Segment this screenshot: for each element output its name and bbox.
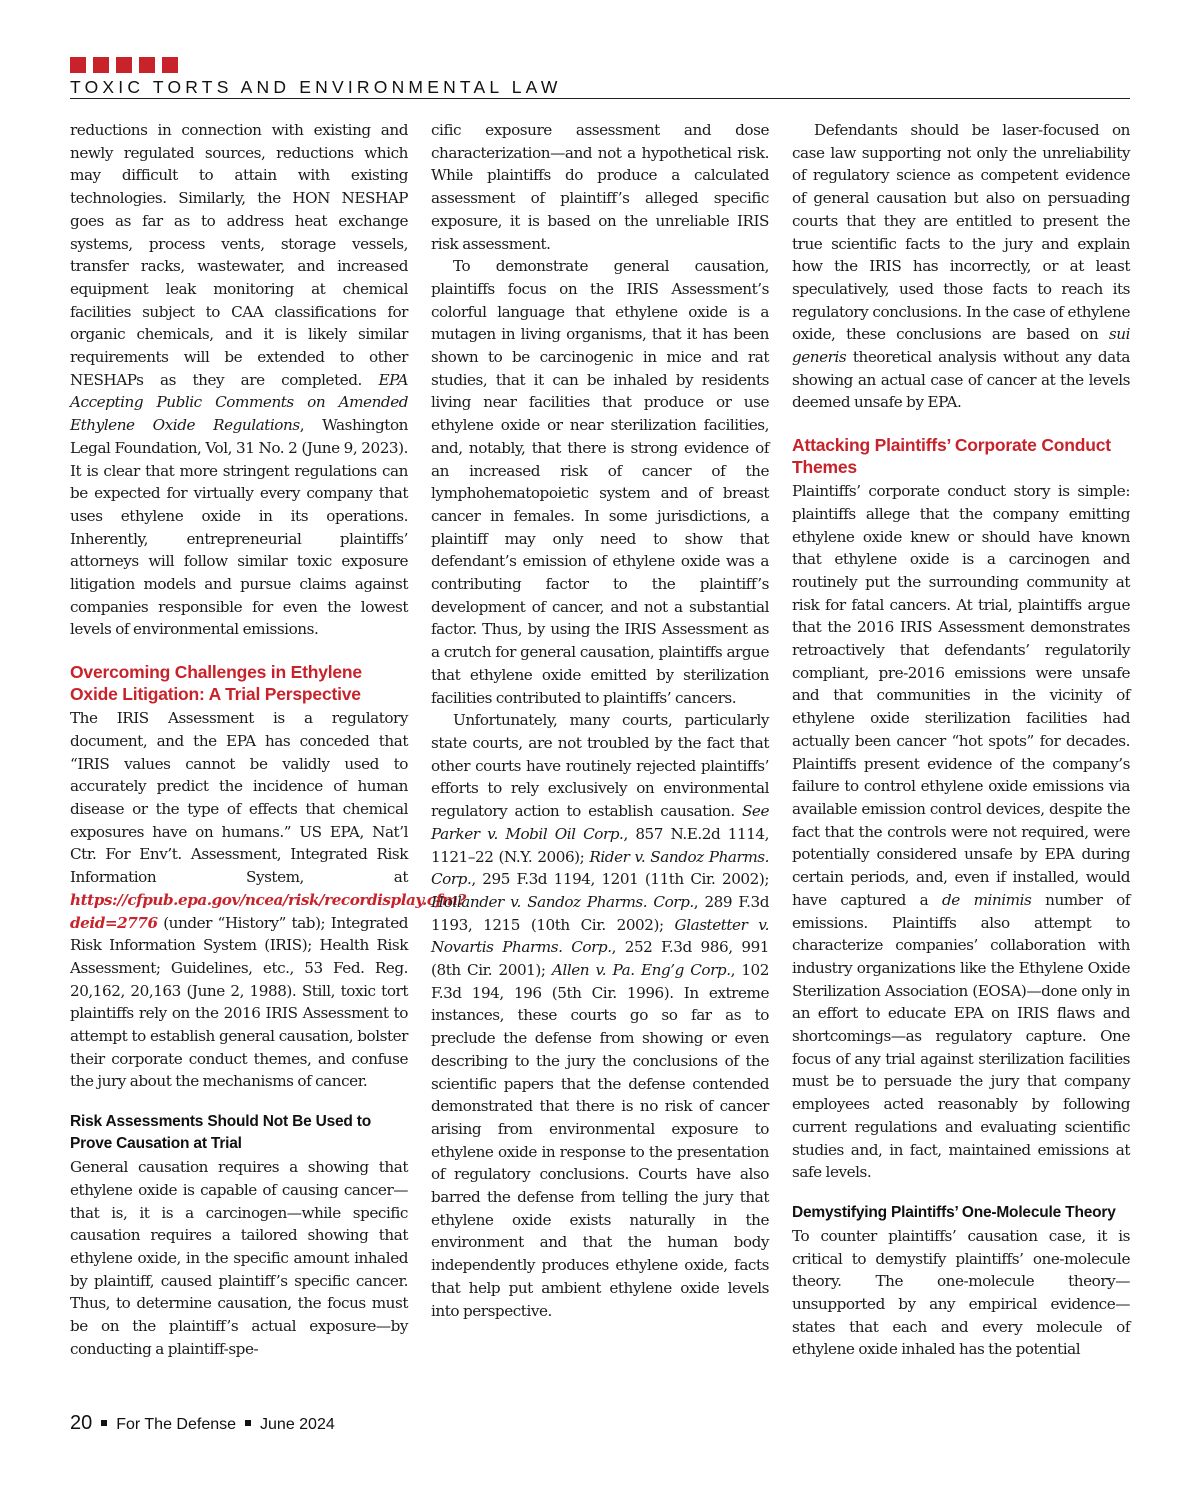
header-squares (70, 57, 178, 73)
paragraph: Unfortunately, many courts, particularly state courts, are not troubled by the fact that other courts have routinely rejected plaintiffs’ efforts to rely exclusively on environmental regulatory action to establish causation. See Parker v. Mobil Oil Corp., 857 N.E.2d 1114, 1121–22 (N.Y. 2006); Rider v. Sandoz Pharms. Corp., 295 F.3d 1194, 1201 (11th Cir. 2002); Hollander v. Sandoz Pharms. Corp., 289 F.3d 1193, 1215 (10th Cir. 2002); Glastetter v. Novartis Pharms. Corp., 252 F.3d 986, 991 (8th Cir. 2001); Allen v. Pa. Eng’g Corp., 102 F.3d 194, 196 (5th Cir. 1996). In extreme instances, these courts go so far as to preclude the defense from showing or even describing to the jury the conclusions of the scientific papers that the defense contended demonstrated that there is no risk of cancer arising from environmental exposure to ethylene oxide in response to the presentation of regulatory conclusions. Courts have also barred the defense from telling the jury that ethylene oxide exists naturally in the environment and that the human body independently produces ethylene oxide, facts that help put ambient ethylene oxide levels into perspective. (431, 711, 770, 1320)
paragraph: reductions in connection with existing and newly regulated sources, reductions which may difficult to attain with existing technologies. Similarly, the HON NESHAP goes as far as to address heat exchange systems, process vents, storage vessels, transfer racks, wastewater, and increased equipment leak monitoring at chemical facilities subject to CAA classifications for organic chemicals, and it is likely similar requirements will be extended to other NESHAPs as they are completed. EPA Accepting Public Comments on Amended Ethylene Oxide Regulations, Washington Legal Foundation, Vol, 31 No. 2 (June 9, 2023). It is clear that more stringent regulations can be expected for virtually every company that uses ethylene oxide in its operations. Inherently, entrepreneurial plaintiffs’ attorneys will follow similar toxic exposure litigation models and pursue claims against companies responsible for even the lowest levels of environmental emissions. (70, 121, 408, 639)
square-icon (116, 57, 132, 73)
epa-link[interactable]: https://cfpub.epa.gov/ncea/risk/recordisplay.cfm?deid=2776 (70, 890, 466, 932)
case-citation: Allen v. Pa. Eng’g Corp. (551, 961, 731, 980)
square-icon (139, 57, 155, 73)
square-icon (70, 57, 86, 73)
case-citation: Glastetter v. Novartis Pharms. Corp. (431, 915, 769, 957)
bullet-icon (101, 1420, 107, 1426)
page-number: 20 (70, 1412, 93, 1434)
paragraph: General causation requires a showing that ethylene oxide is capable of causing cancer—that is, it is a carcinogen—while specific causation requires a tailored showing that ethylene oxide, in the specific amount inhaled by plaintiff, caused plaintiff’s specific cancer. Thus, to determine causation, the focus must be on the plaintiff’s actual exposure—by conducting a plaintiff-spe- (70, 1158, 408, 1358)
subsection-heading: Risk Assessments Should Not Be Used to Prove Causation at Trial (70, 1113, 372, 1153)
publication-name: For The Defense (116, 1416, 237, 1433)
square-icon (93, 57, 109, 73)
paragraph: cific exposure assessment and dose characterization—and not a hypothetical risk. While plaintiffs do produce a calculated assessment of plaintiff’s alleged specific exposure, it is based on the unreliable IRIS risk assessment. (431, 121, 769, 253)
page-footer (70, 1412, 335, 1435)
citation: EPA Accepting Public Comments on Amended Ethylene Oxide Regulations (70, 370, 408, 435)
square-icon (162, 57, 178, 73)
case-citation: Hollander v. Sandoz Pharms. Corp. (431, 892, 694, 911)
section-heading: Overcoming Challenges in Ethylene Oxide Litigation: A Trial Perspective (70, 662, 362, 705)
column-2 (431, 119, 769, 1322)
paragraph: To counter plaintiffs’ causation case, it is critical to demystify plaintiffs’ one-molecule theory. The one-molecule theory—unsupported by any empirical evidence—states that each and every molecule of ethylene oxide inhaled has the potential (792, 1226, 1130, 1359)
paragraph: To demonstrate general causation, plaintiffs focus on the IRIS Assessment’s colorful language that ethylene oxide is a mutagen in living organisms, that it has been shown to be carcinogenic in mice and rat studies, that it can be inhaled by residents living near facilities that produce or use ethylene oxide or near sterilization facilities, and, notably, that there is strong evidence of an increased risk of cancer of the lymphohematopoietic system and of breast cancer in females. In some jurisdictions, a plaintiff may only need to show that defendant’s emission of ethylene oxide was a contributing factor to the plaintiff’s development of cancer, and not a substantial factor. Thus, by using the IRIS Assessment as a crutch for general causation, plaintiffs argue that ethylene oxide emitted by sterilization facilities contributed to plaintiffs’ cancers. (431, 257, 769, 707)
paragraph: The IRIS Assessment is a regulatory document, and the EPA has conceded that “IRIS values cannot be validly used to accurately predict the incidence of human disease or the type of effects that chemical exposures have on humans.” US EPA, Nat’l Ctr. For Env’t. Assessment, Integrated Risk Information System, at https://cfpub.epa.gov/ncea/risk/recordisplay.cfm?deid=2776 (under “History” tab); Integrated Risk Information System (IRIS); Health Risk Assessment; Guidelines, etc., 53 Fed. Reg. 20,162, 20,163 (June 2, 1988). Still, toxic tort plaintiffs rely on the 2016 IRIS Assessment to attempt to establish general causation, bolster their corporate conduct themes, and confuse the jury about the mechanisms of cancer. (70, 709, 466, 1091)
case-citation: See Parker v. Mobil Oil Corp. (431, 802, 769, 843)
paragraph: Defendants should be laser-focused on case law supporting not only the unreliability of regulatory science as competent evidence of general causation but also on persuading courts that they are entitled to present the true scientific facts to the jury and explain how the IRIS has incorrectly, or at least speculatively, used those facts to reach its regulatory conclusions. In the case of ethylene oxide, these conclusions are based on sui generis theoretical analysis without any data showing an actual case of cancer at the levels deemed unsafe by EPA. (792, 121, 1130, 412)
section-title: TOXIC TORTS AND ENVIRONMENTAL LAW (70, 77, 562, 97)
paragraph: Plaintiffs’ corporate conduct story is simple: plaintiffs allege that the company emitting ethylene oxide knew or should have known that ethylene oxide is a carcinogen and routinely put the surrounding community at risk for fatal cancers. At trial, plaintiffs argue that the 2016 IRIS Assessment demonstrates retroactively that defendants’ regulatorily compliant, pre-2016 emissions were unsafe and that communities in the vicinity of ethylene oxide sterilization facilities had actually been cancer “hot spots” for decades. Plaintiffs present evidence of the company’s failure to control ethylene oxide emissions via available emission control devices, despite the fact that the controls were not required, were potentially considered unsafe by EPA during certain periods, and, even if installed, would have captured a de minimis number of emissions. Plaintiffs also attempt to characterize companies’ collaboration with industry organizations like the Ethylene Oxide Sterilization Association (EOSA)—done only in an effort to educate EPA on IRIS flaws and shortcomings—as regulatory capture. One focus of any trial against sterilization facilities must be to persuade the jury that company employees acted reasonably by following current regulations and evaluating scientific studies and, in fact, maintained emissions at safe levels. (792, 482, 1130, 1182)
header-rule (70, 98, 1130, 99)
issue-date: June 2024 (260, 1416, 335, 1433)
section-heading: Attacking Plaintiffs’ Corporate Conduct Themes (792, 435, 1111, 478)
column-3 (792, 119, 1130, 1361)
subsection-heading: Demystifying Plaintiffs’ One-Molecule Theory (792, 1203, 1116, 1221)
case-citation: Rider v. Sandoz Pharms. Corp. (431, 847, 769, 889)
column-1 (70, 119, 466, 1360)
bullet-icon (245, 1420, 251, 1426)
